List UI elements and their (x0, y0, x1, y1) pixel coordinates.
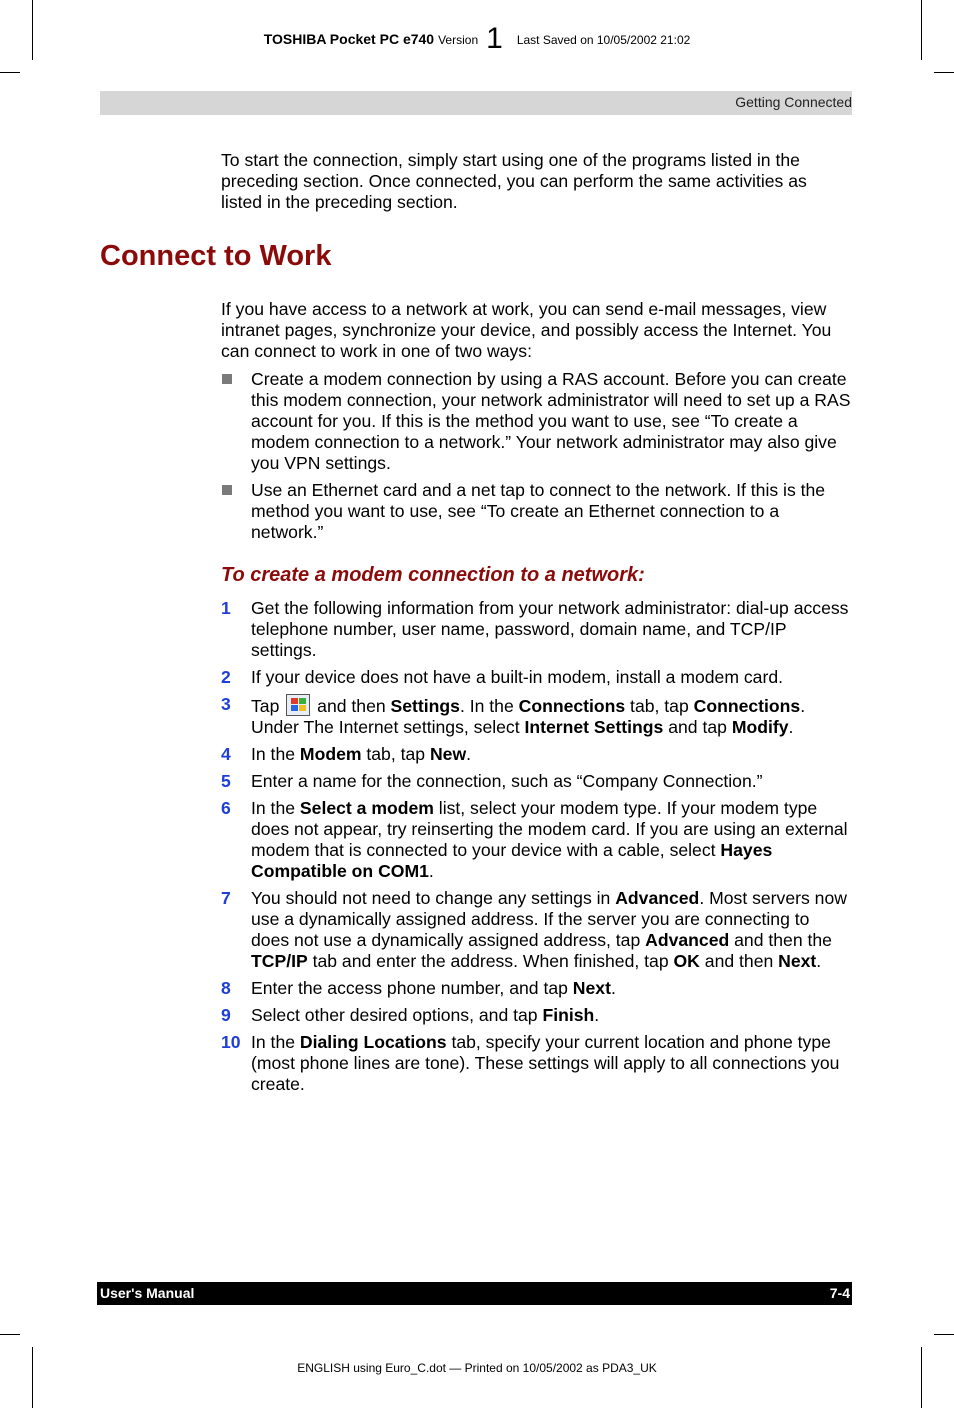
step-item (221, 978, 852, 999)
step-text: You should not need to change any settings in Advanced. Most servers now use a dynamically assigned address. If the server you are connecting to does not use a dynamically assigned address, tap Advanced and then the TCP/IP tab and enter the address. When finished, tap OK and then Next. (251, 888, 847, 971)
step-number: 2 (221, 667, 231, 687)
print-info: ENGLISH using Euro_C.dot — Printed on 10/05/2002 as PDA3_UK (297, 1361, 657, 1375)
crop-mark (32, 1347, 33, 1408)
step-text: In the Select a modem list, select your modem type. If your modem type does not appear, try reinserting the modem card. If you are using an external modem that is connected to your device with a cable, select Hayes Compatible on COM1. (251, 798, 848, 881)
crop-mark (0, 72, 20, 73)
bullet-text: Create a modem connection by using a RAS account. Before you can create this modem connection, your network administrator will need to set up a RAS account for you. If this is the method you want to use, see “To create a modem connection to a network.” Your network administrator may also give you VPN settings. (251, 369, 851, 473)
step-text: Get the following information from your network administrator: dial-up access telephone number, user name, password, domain name, and TCP/IP settings. (251, 598, 849, 660)
step-number: 5 (221, 771, 231, 791)
crop-mark (921, 1347, 922, 1408)
step-item (221, 694, 852, 738)
procedure-heading: To create a modem connection to a network: (221, 564, 645, 586)
document-meta (0, 18, 954, 55)
step-item (221, 771, 852, 792)
step-number: 3 (221, 694, 231, 714)
step-number: 1 (221, 598, 231, 618)
step-item (221, 598, 852, 661)
step-item (221, 667, 852, 688)
step-number: 10 (221, 1032, 241, 1052)
crop-mark (0, 1334, 20, 1335)
list-item (221, 369, 852, 474)
step-text: Enter a name for the connection, such as “Company Connection.” (251, 771, 763, 791)
step-number: 9 (221, 1005, 231, 1025)
version-number: 1 (486, 22, 503, 55)
intro-paragraph: To start the connection, simply start using one of the programs listed in the preceding section. Once connected, you can perform the same activities as listed in the preceding section. (221, 150, 807, 212)
step-item (221, 744, 852, 765)
last-saved: Last Saved on 10/05/2002 21:02 (516, 33, 691, 47)
step-number: 7 (221, 888, 231, 908)
step-item (221, 888, 852, 972)
windows-flag-icon (286, 694, 310, 716)
bullet-list (221, 369, 852, 549)
square-bullet-icon (222, 485, 232, 495)
step-item (221, 1005, 852, 1026)
step-number: 6 (221, 798, 231, 818)
running-footer (97, 1282, 852, 1305)
step-item (221, 1032, 852, 1095)
step-number: 8 (221, 978, 231, 998)
manual-title: User's Manual (100, 1285, 195, 1301)
step-list (221, 598, 852, 1101)
crop-mark (934, 72, 954, 73)
bullet-text: Use an Ethernet card and a net tap to connect to the network. If this is the method you want to use, see “To create an Ethernet connection to a network.” (251, 480, 826, 542)
list-item (221, 480, 852, 543)
step-number: 4 (221, 744, 231, 764)
step-text: If your device does not have a built-in modem, install a modem card. (251, 667, 783, 687)
running-header (100, 91, 852, 115)
product-name: TOSHIBA Pocket PC e740 (263, 31, 435, 47)
work-paragraph: If you have access to a network at work, you can send e-mail messages, view intranet pages, synchronize your device, and possibly access the Internet. You can connect to work in one of two ways: (221, 299, 832, 361)
step-text: Tap and then Settings. In the Connections tab, tap Connections. Under The Internet settings, select Internet Settings and tap Modify. (251, 696, 806, 737)
step-text: Enter the access phone number, and tap Next. (251, 978, 616, 998)
step-item (221, 798, 852, 882)
step-text: In the Modem tab, tap New. (251, 744, 472, 764)
page-number: 7-4 (829, 1285, 850, 1301)
section-title: Getting Connected (735, 94, 852, 110)
step-text: Select other desired options, and tap Finish. (251, 1005, 600, 1025)
version-label: Version (438, 33, 479, 47)
square-bullet-icon (222, 374, 232, 384)
step-text: In the Dialing Locations tab, specify your current location and phone type (most phone lines are tone). These settings will apply to all connections you create. (251, 1032, 840, 1094)
page-title: Connect to Work (100, 240, 332, 272)
crop-mark (934, 1334, 954, 1335)
